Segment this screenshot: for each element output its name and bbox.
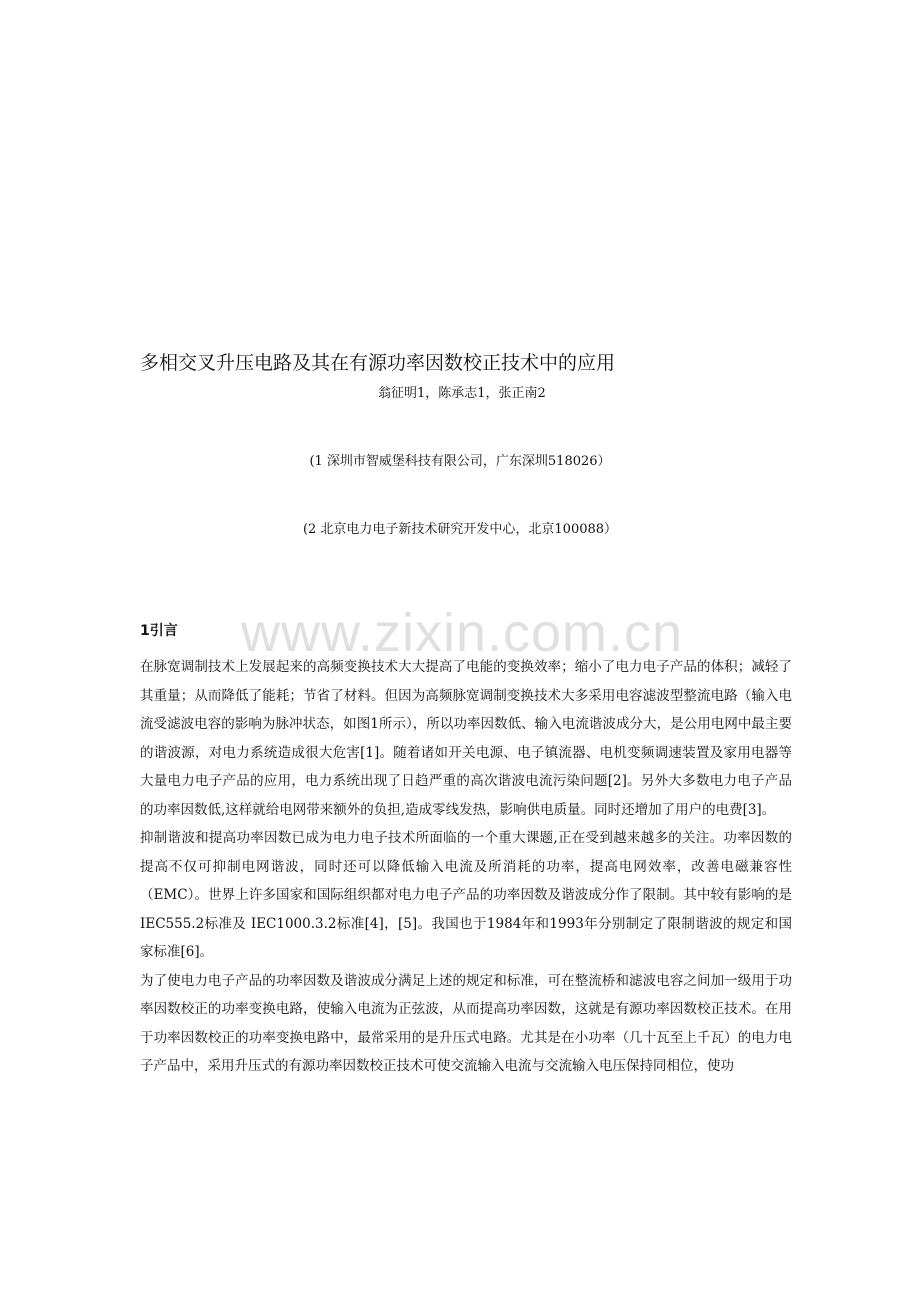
paragraph-2: 抑制谐波和提高功率因数已成为电力电子技术所面临的一个重大课题,正在受到越来越多的关注。功率因数的提高不仅可抑制电网谐波，同时还可以降低输入电流及所消耗的功率，提高电网效率，改善电磁兼容性（EMC）。世界上许多国家和国际组织都对电力电子产品的功率因数及谐波成分作了限制。其中较有影响的是 IEC555.2标准及 IEC1000.3.2标准[4]，[5]。我国也于1984年和1993年分别制定了限制谐波的规定和国家标准[6]。 — [140, 830, 792, 960]
affiliation-2: (2 北京电力电子新技术研究开发中心，北京100088） — [302, 522, 618, 537]
section-heading: 1引言 — [140, 623, 178, 639]
author-list: 翁征明1，陈承志1，张正南2 — [378, 386, 546, 401]
paragraph-3: 为了使电力电子产品的功率因数及谐波成分满足上述的规定和标准，可在整流桥和滤波电容之间加一级用于功率因数校正的功率变换电路，使输入电流为正弦波，从而提高功率因数，这就是有源功率因数校正技术。在用于功率因数校正的功率变换电路中，最常采用的是升压式电路。尤其是在小功率（几十瓦至上千瓦）的电力电子产品中，采用升压式的有源功率因数校正技术可使交流输入电流与交流输入电压保持同相位，使功 — [140, 972, 792, 1074]
watermark: www.zixin.com.cn — [240, 603, 684, 663]
paper-title: 多相交叉升压电路及其在有源功率因数校正技术中的应用 — [140, 352, 616, 374]
paragraph-1: 在脉宽调制技术上发展起来的高频变换技术大大提高了电能的变换效率；缩小了电力电子产品的体积；减轻了其重量；从而降低了能耗；节省了材料。但因为高频脉宽调制变换技术大多采用电容滤波型整流电路（输入电流受滤波电容的影响为脉冲状态，如图1所示），所以功率因数低、输入电流谐波成分大，是公用电网中最主要的谐波源，对电力系统造成很大危害[1]。随着诸如开关电源、电子镇流器、电机变频调速装置及家用电器等大量电力电子产品的应用，电力系统出现了日趋严重的高次谐波电流污染问题[2]。另外大多数电力电子产品的功率因数低,这样就给电网带来额外的负担,造成零线发热，影响供电质量。同时还增加了用户的电费[3]。 — [140, 659, 792, 818]
section-body — [140, 653, 792, 1081]
affiliation-1: (1 深圳市智威堡科技有限公司，广东深圳518026） — [309, 454, 611, 469]
